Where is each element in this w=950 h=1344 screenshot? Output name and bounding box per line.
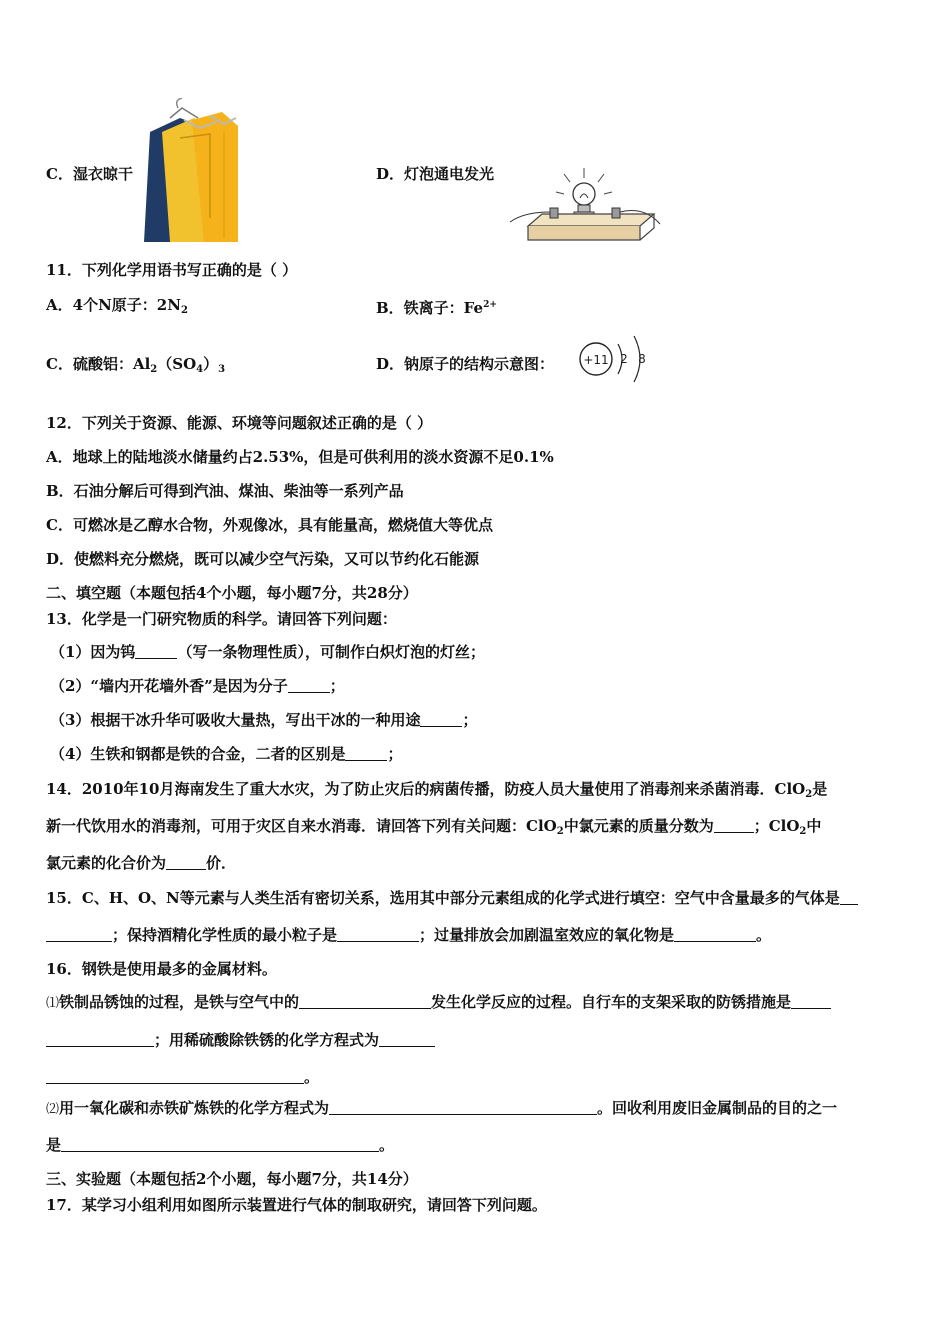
q16-part-1-line-1: ⑴铁制品锈蚀的过程，是铁与空气中的 发生化学反应的过程。自行车的支架采取的防锈措施是	[46, 992, 831, 1014]
answer-blank[interactable]	[791, 994, 831, 1009]
answer-blank[interactable]	[135, 644, 177, 659]
q11-option-b: B．铁离子：$Fe^{2+}$	[376, 299, 497, 317]
q14-line-2: 新一代饮用水的消毒剂，可用于灾区自来水消毒．请回答下列有关问题：ClO$_2$中氯元素的质量分数为 ；ClO$_2$中	[46, 817, 822, 837]
lamp-circuit-image	[506, 168, 666, 246]
q13-part-2: （2）“墙内开花墙外香”是因为分子 ；	[50, 677, 345, 695]
q13-stem: 13．化学是一门研究物质的科学。请回答下列问题：	[46, 610, 397, 628]
q17-stem: 17．某学习小组利用如图所示装置进行气体的制取研究，请回答下列问题。	[46, 1196, 547, 1214]
answer-blank[interactable]	[714, 818, 754, 833]
q12-stem: 12．下列关于资源、能源、环境等问题叙述正确的是（ ）	[46, 414, 433, 432]
answer-blank[interactable]	[840, 890, 858, 905]
answer-blank[interactable]	[337, 927, 419, 942]
q16-stem: 16．钢铁是使用最多的金属材料。	[46, 960, 277, 978]
q11-stem: 11．下列化学用语书写正确的是（ ）	[46, 261, 298, 279]
answer-blank[interactable]	[46, 1032, 154, 1047]
answer-blank[interactable]	[420, 712, 462, 727]
q16-part-1-line-3: 。	[46, 1067, 319, 1087]
q12-option-c: C．可燃冰是乙醇水合物，外观像冰，具有能量高，燃烧值大等优点	[46, 516, 493, 534]
answer-blank[interactable]	[166, 855, 206, 870]
q11-option-c: C．硫酸铝：$Al_2(SO_4)_3$	[46, 355, 226, 375]
shell-2-electrons: 8	[638, 352, 646, 366]
q13-part-4: （4）生铁和钢都是铁的合金，二者的区别是 ；	[50, 745, 403, 763]
answer-blank[interactable]	[46, 1069, 304, 1084]
sodium-atom-structure-diagram	[574, 330, 654, 388]
shell-1-electrons: 2	[620, 352, 628, 366]
answer-blank[interactable]	[345, 746, 387, 761]
answer-blank[interactable]	[379, 1032, 435, 1047]
q14-line-1: 14．2010年10月海南发生了重大水灾，为了防止灾后的病菌传播，防疫人员大量使用了消毒剂来杀菌消毒．ClO$_2$是	[46, 780, 828, 800]
answer-blank[interactable]	[329, 1100, 597, 1115]
answer-blank[interactable]	[288, 678, 330, 693]
q12-option-b: B．石油分解后可得到汽油、煤油、柴油等一系列产品	[46, 482, 404, 500]
q13-part-3: （3）根据干冰升华可吸收大量热，写出干冰的一种用途 ；	[50, 711, 478, 729]
answer-blank[interactable]	[674, 927, 756, 942]
section-2-heading: 二、填空题（本题包括4个小题，每小题7分，共28分）	[46, 584, 418, 602]
answer-blank[interactable]	[46, 927, 112, 942]
q16-part-2-line-1: ⑵用一氧化碳和赤铁矿炼铁的化学方程式为 。回收利用废旧金属制品的目的之一	[46, 1099, 838, 1117]
answer-blank[interactable]	[299, 994, 431, 1009]
q10-option-c: C．湿衣晾干	[46, 165, 133, 183]
q16-part-2-line-2: 是 。	[46, 1136, 395, 1154]
nucleus-charge: +11	[583, 353, 609, 367]
q12-option-d: D．使燃料充分燃烧，既可以减少空气污染，又可以节约化石能源	[46, 550, 480, 568]
section-3-heading: 三、实验题（本题包括2个小题，每小题7分，共14分）	[46, 1170, 418, 1188]
q11-option-d: D．钠原子的结构示意图：	[376, 355, 555, 373]
wet-clothes-drying-image	[140, 98, 244, 246]
q10-option-d: D．灯泡通电发光	[376, 165, 495, 183]
q11-option-a: A．4个N原子：$2N_2$	[46, 296, 188, 316]
q15-line-2: ；保持酒精化学性质的最小粒子是 ；过量排放会加剧温室效应的氧化物是 。	[46, 925, 771, 945]
q14-line-3: 氯元素的化合价为 价．	[46, 854, 237, 872]
q13-part-1: （1）因为钨 （写一条物理性质），可制作白炽灯泡的灯丝；	[50, 643, 485, 661]
q15-line-1: 15．C、H、O、N等元素与人类生活有密切关系，选用其中部分元素组成的化学式进行填空：空气中含量最多的气体是	[46, 888, 858, 908]
q16-part-1-line-2: ；用稀硫酸除铁锈的化学方程式为	[46, 1030, 435, 1050]
answer-blank[interactable]	[61, 1137, 379, 1152]
q12-option-a: A．地球上的陆地淡水储量约占2.53%，但是可供利用的淡水资源不足0.1%	[46, 448, 554, 466]
